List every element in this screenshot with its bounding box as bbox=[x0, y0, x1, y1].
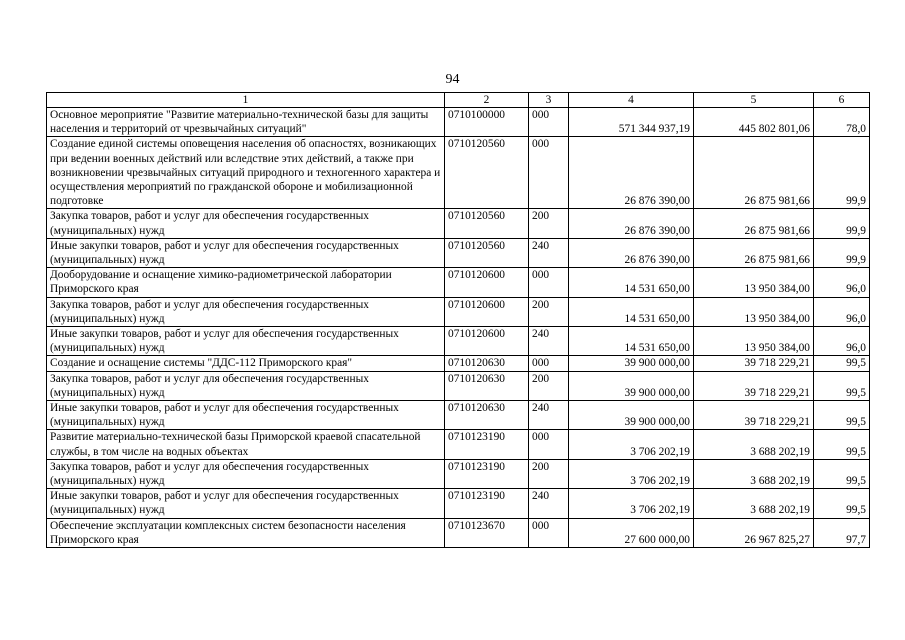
row-plan-amount-cell: 3 706 202,19 bbox=[569, 430, 694, 459]
row-actual-amount-cell: 3 688 202,19 bbox=[694, 459, 814, 488]
row-code-cell: 0710120600 bbox=[445, 297, 529, 326]
row-name-cell: Обеспечение эксплуатации комплексных систем безопасности населения Приморского края bbox=[47, 518, 445, 547]
row-code-cell: 0710120600 bbox=[445, 327, 529, 356]
row-actual-amount-cell: 13 950 384,00 bbox=[694, 327, 814, 356]
row-name-cell: Дооборудование и оснащение химико-радиометрической лаборатории Приморского края bbox=[47, 268, 445, 297]
row-percent-cell: 99,9 bbox=[814, 238, 870, 267]
row-type-cell: 000 bbox=[529, 518, 569, 547]
row-percent-cell: 96,0 bbox=[814, 327, 870, 356]
table-row bbox=[47, 430, 870, 459]
row-percent-cell: 99,5 bbox=[814, 356, 870, 371]
row-percent-cell: 99,5 bbox=[814, 371, 870, 400]
table-row bbox=[47, 489, 870, 518]
budget-table-body bbox=[47, 93, 870, 548]
row-plan-amount-cell: 571 344 937,19 bbox=[569, 108, 694, 137]
row-actual-amount-cell: 26 967 825,27 bbox=[694, 518, 814, 547]
row-name-cell: Иные закупки товаров, работ и услуг для обеспечения государственных (муниципальных) нужд bbox=[47, 327, 445, 356]
row-actual-amount-cell: 3 688 202,19 bbox=[694, 489, 814, 518]
row-code-cell: 0710120630 bbox=[445, 371, 529, 400]
row-name-cell: Иные закупки товаров, работ и услуг для обеспечения государственных (муниципальных) нужд bbox=[47, 489, 445, 518]
row-code-cell: 0710123190 bbox=[445, 489, 529, 518]
row-type-cell: 240 bbox=[529, 327, 569, 356]
column-header: 5 bbox=[694, 93, 814, 108]
column-header: 4 bbox=[569, 93, 694, 108]
table-header-row bbox=[47, 93, 870, 108]
row-plan-amount-cell: 3 706 202,19 bbox=[569, 459, 694, 488]
table-row bbox=[47, 459, 870, 488]
row-code-cell: 0710120560 bbox=[445, 209, 529, 238]
row-code-cell: 0710123670 bbox=[445, 518, 529, 547]
row-type-cell: 200 bbox=[529, 459, 569, 488]
row-percent-cell: 99,5 bbox=[814, 489, 870, 518]
row-type-cell: 000 bbox=[529, 268, 569, 297]
row-percent-cell: 96,0 bbox=[814, 297, 870, 326]
row-plan-amount-cell: 14 531 650,00 bbox=[569, 268, 694, 297]
row-code-cell: 0710120630 bbox=[445, 356, 529, 371]
row-plan-amount-cell: 39 900 000,00 bbox=[569, 371, 694, 400]
row-percent-cell: 99,9 bbox=[814, 137, 870, 209]
row-actual-amount-cell: 39 718 229,21 bbox=[694, 371, 814, 400]
row-plan-amount-cell: 26 876 390,00 bbox=[569, 238, 694, 267]
row-actual-amount-cell: 26 875 981,66 bbox=[694, 137, 814, 209]
row-type-cell: 000 bbox=[529, 430, 569, 459]
row-plan-amount-cell: 26 876 390,00 bbox=[569, 137, 694, 209]
table-row bbox=[47, 238, 870, 267]
row-type-cell: 240 bbox=[529, 401, 569, 430]
row-percent-cell: 78,0 bbox=[814, 108, 870, 137]
row-type-cell: 000 bbox=[529, 108, 569, 137]
row-code-cell: 0710123190 bbox=[445, 459, 529, 488]
row-actual-amount-cell: 3 688 202,19 bbox=[694, 430, 814, 459]
row-actual-amount-cell: 26 875 981,66 bbox=[694, 238, 814, 267]
row-percent-cell: 99,9 bbox=[814, 209, 870, 238]
row-type-cell: 240 bbox=[529, 489, 569, 518]
row-code-cell: 0710120560 bbox=[445, 137, 529, 209]
row-name-cell: Развитие материально-технической базы Приморской краевой спасательной службы, в том числе на водных объектах bbox=[47, 430, 445, 459]
table-row bbox=[47, 401, 870, 430]
budget-table bbox=[46, 92, 870, 548]
row-percent-cell: 99,5 bbox=[814, 401, 870, 430]
row-name-cell: Иные закупки товаров, работ и услуг для обеспечения государственных (муниципальных) нужд bbox=[47, 238, 445, 267]
row-code-cell: 0710100000 bbox=[445, 108, 529, 137]
row-plan-amount-cell: 14 531 650,00 bbox=[569, 327, 694, 356]
row-type-cell: 200 bbox=[529, 209, 569, 238]
row-name-cell: Создание единой системы оповещения населения об опасностях, возникающих при ведении военных действий или вследствие этих действий, а также при возникновении чрезвычайных ситуаций природного и техногенного характера и осуществления мероприятий по гражданской обороне и мобилизационной подготовке bbox=[47, 137, 445, 209]
row-percent-cell: 97,7 bbox=[814, 518, 870, 547]
table-row bbox=[47, 268, 870, 297]
row-code-cell: 0710120600 bbox=[445, 268, 529, 297]
row-actual-amount-cell: 39 718 229,21 bbox=[694, 356, 814, 371]
row-actual-amount-cell: 13 950 384,00 bbox=[694, 268, 814, 297]
table-row bbox=[47, 327, 870, 356]
row-actual-amount-cell: 39 718 229,21 bbox=[694, 401, 814, 430]
row-plan-amount-cell: 3 706 202,19 bbox=[569, 489, 694, 518]
table-row bbox=[47, 209, 870, 238]
column-header: 2 bbox=[445, 93, 529, 108]
row-name-cell: Создание и оснащение системы "ДДС-112 Приморского края" bbox=[47, 356, 445, 371]
table-row bbox=[47, 518, 870, 547]
row-plan-amount-cell: 39 900 000,00 bbox=[569, 356, 694, 371]
row-type-cell: 200 bbox=[529, 297, 569, 326]
table-row bbox=[47, 297, 870, 326]
table-row bbox=[47, 371, 870, 400]
row-actual-amount-cell: 26 875 981,66 bbox=[694, 209, 814, 238]
table-row bbox=[47, 108, 870, 137]
row-type-cell: 000 bbox=[529, 137, 569, 209]
row-percent-cell: 99,5 bbox=[814, 459, 870, 488]
row-type-cell: 200 bbox=[529, 371, 569, 400]
row-actual-amount-cell: 13 950 384,00 bbox=[694, 297, 814, 326]
row-name-cell: Закупка товаров, работ и услуг для обеспечения государственных (муниципальных) нужд bbox=[47, 209, 445, 238]
row-plan-amount-cell: 14 531 650,00 bbox=[569, 297, 694, 326]
row-name-cell: Закупка товаров, работ и услуг для обеспечения государственных (муниципальных) нужд bbox=[47, 459, 445, 488]
row-percent-cell: 96,0 bbox=[814, 268, 870, 297]
row-plan-amount-cell: 26 876 390,00 bbox=[569, 209, 694, 238]
table-row bbox=[47, 356, 870, 371]
row-actual-amount-cell: 445 802 801,06 bbox=[694, 108, 814, 137]
row-code-cell: 0710120560 bbox=[445, 238, 529, 267]
row-type-cell: 000 bbox=[529, 356, 569, 371]
column-header: 3 bbox=[529, 93, 569, 108]
column-header: 1 bbox=[47, 93, 445, 108]
row-code-cell: 0710123190 bbox=[445, 430, 529, 459]
page-number: 94 bbox=[445, 72, 460, 87]
row-name-cell: Закупка товаров, работ и услуг для обеспечения государственных (муниципальных) нужд bbox=[47, 371, 445, 400]
row-name-cell: Закупка товаров, работ и услуг для обеспечения государственных (муниципальных) нужд bbox=[47, 297, 445, 326]
table-row bbox=[47, 137, 870, 209]
row-plan-amount-cell: 27 600 000,00 bbox=[569, 518, 694, 547]
row-name-cell: Иные закупки товаров, работ и услуг для обеспечения государственных (муниципальных) нужд bbox=[47, 401, 445, 430]
row-code-cell: 0710120630 bbox=[445, 401, 529, 430]
row-name-cell: Основное мероприятие "Развитие материально-технической базы для защиты населения и территорий от чрезвычайных ситуаций" bbox=[47, 108, 445, 137]
row-plan-amount-cell: 39 900 000,00 bbox=[569, 401, 694, 430]
row-percent-cell: 99,5 bbox=[814, 430, 870, 459]
column-header: 6 bbox=[814, 93, 870, 108]
row-type-cell: 240 bbox=[529, 238, 569, 267]
